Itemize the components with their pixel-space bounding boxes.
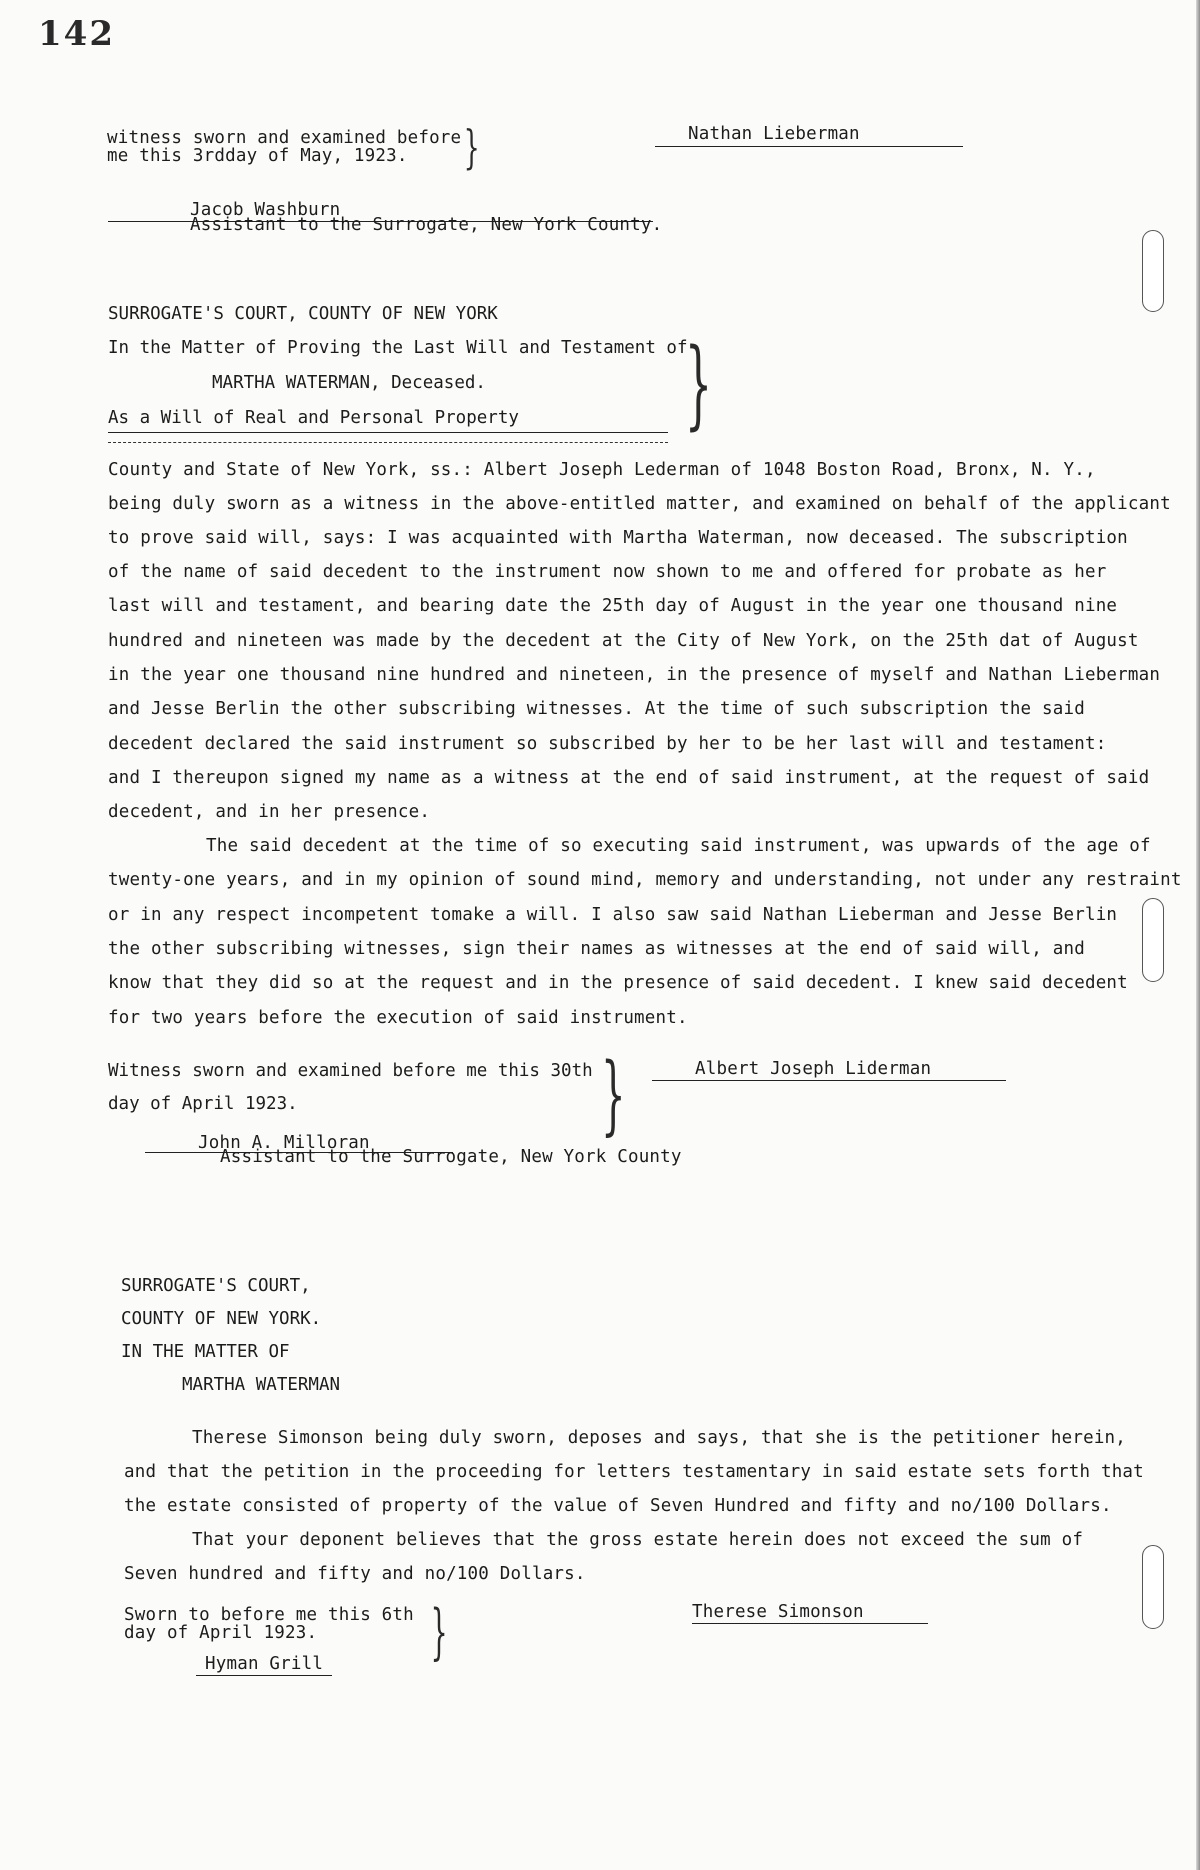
deposition-line: know that they did so at the request and in the presence of said decedent. I knew said decedent	[108, 973, 1128, 993]
deposition-line: and Jesse Berlin the other subscribing witnesses. At the time of such subscription the said	[108, 699, 1085, 719]
caption-line-3: As a Will of Real and Personal Property	[108, 408, 519, 428]
deposition-line: for two years before the execution of said instrument.	[108, 1008, 688, 1028]
deponent-signature-line	[692, 1623, 928, 1624]
deponent-signature: Therese Simonson	[692, 1602, 864, 1622]
officer-title: Assistant to the Surrogate, New York County.	[190, 215, 663, 235]
witness-signature-line	[655, 146, 963, 147]
deposition-line: twenty-one years, and in my opinion of sound mind, memory and understanding, not under any restraint	[108, 870, 1182, 890]
deposition-line: County and State of New York, ss.: Albert Joseph Lederman of 1048 Boston Road, Bronx, N. Y.,	[108, 460, 1096, 480]
deposition-line: decedent, and in her presence.	[108, 802, 431, 822]
punch-hole-middle	[1142, 898, 1164, 982]
caption-dashed-rule	[108, 442, 668, 443]
affidavit-line: and that the petition in the proceeding for letters testamentary in said estate sets forth that	[124, 1462, 1144, 1482]
scan-edge-shadow	[1196, 0, 1200, 1870]
deposition-line: being duly sworn as a witness in the above-entitled matter, and examined on behalf of the applicant	[108, 494, 1171, 514]
caption-line-1: In the Matter of Proving the Last Will and Testament of	[108, 338, 688, 358]
jurat-line-1: Witness sworn and examined before me this 30th	[108, 1061, 593, 1081]
deposition-line: decedent declared the said instrument so subscribed by her to be her last will and testament:	[108, 734, 1107, 754]
jurat-line-2: me this 3rdday of May, 1923.	[107, 146, 408, 166]
witness-signature: Nathan Lieberman	[688, 124, 860, 144]
witness-signature: Albert Joseph Liderman	[695, 1059, 932, 1079]
deposition-line: of the name of said decedent to the instrument now shown to me and offered for probate as her	[108, 562, 1107, 582]
jurat-line-1: Sworn to before me this 6th	[124, 1605, 414, 1625]
deposition-line: or in any respect incompetent tomake a will. I also saw said Nathan Lieberman and Jesse Berlin	[108, 905, 1118, 925]
officer-name: John A. Milloran	[198, 1133, 370, 1153]
officer-name: Jacob Washburn	[190, 200, 341, 220]
deposition-line: The said decedent at the time of so executing said instrument, was upwards of the age of	[206, 836, 1151, 856]
affidavit-line: the estate consisted of property of the value of Seven Hundred and fifty and no/100 Dollars.	[124, 1496, 1112, 1516]
jurat-brace: }	[430, 1597, 448, 1667]
caption-line-2: MARTHA WATERMAN, Deceased.	[212, 373, 486, 393]
deposition-line: hundred and nineteen was made by the decedent at the City of New York, on the 25th dat of August	[108, 631, 1139, 651]
jurat-brace: }	[463, 120, 480, 174]
deposition-line: the other subscribing witnesses, sign their names as witnesses at the end of said will, and	[108, 939, 1085, 959]
jurat-line-1: witness sworn and examined before	[107, 128, 462, 148]
affidavit-heading-line: IN THE MATTER OF	[121, 1342, 290, 1362]
caption-rule	[108, 432, 668, 433]
officer-title: Assistant to the Surrogate, New York County	[220, 1147, 682, 1167]
affidavit-heading-line: SURROGATE'S COURT,	[121, 1276, 311, 1296]
deposition-line: in the year one thousand nine hundred and nineteen, in the presence of myself and Nathan Lieberman	[108, 665, 1161, 685]
jurat-brace: }	[601, 1045, 626, 1145]
court-heading: SURROGATE'S COURT, COUNTY OF NEW YORK	[108, 304, 498, 324]
punch-hole-top	[1142, 230, 1164, 312]
affidavit-heading-line: MARTHA WATERMAN	[182, 1375, 341, 1395]
witness-signature-line	[652, 1080, 1006, 1081]
jurat-line-2: day of April 1923.	[124, 1623, 318, 1643]
affidavit-heading-line: COUNTY OF NEW YORK.	[121, 1309, 322, 1329]
affidavit-line: Therese Simonson being duly sworn, deposes and says, that she is the petitioner herein,	[192, 1428, 1127, 1448]
affidavit-line: Seven hundred and fifty and no/100 Dollars.	[124, 1564, 586, 1584]
officer-signature: Hyman Grill	[205, 1654, 324, 1674]
deposition-line: and I thereupon signed my name as a witness at the end of said instrument, at the request of said	[108, 768, 1150, 788]
deposition-line: last will and testament, and bearing date the 25th day of August in the year one thousand nine	[108, 596, 1118, 616]
caption-brace: }	[684, 328, 713, 440]
officer-signature-line	[196, 1675, 332, 1676]
punch-hole-bottom	[1142, 1545, 1164, 1629]
jurat-line-2: day of April 1923.	[108, 1094, 298, 1114]
affidavit-line: That your deponent believes that the gross estate herein does not exceed the sum of	[192, 1530, 1084, 1550]
page-number: 142	[38, 14, 115, 54]
deposition-line: to prove said will, says: I was acquainted with Martha Waterman, now deceased. The subscription	[108, 528, 1128, 548]
